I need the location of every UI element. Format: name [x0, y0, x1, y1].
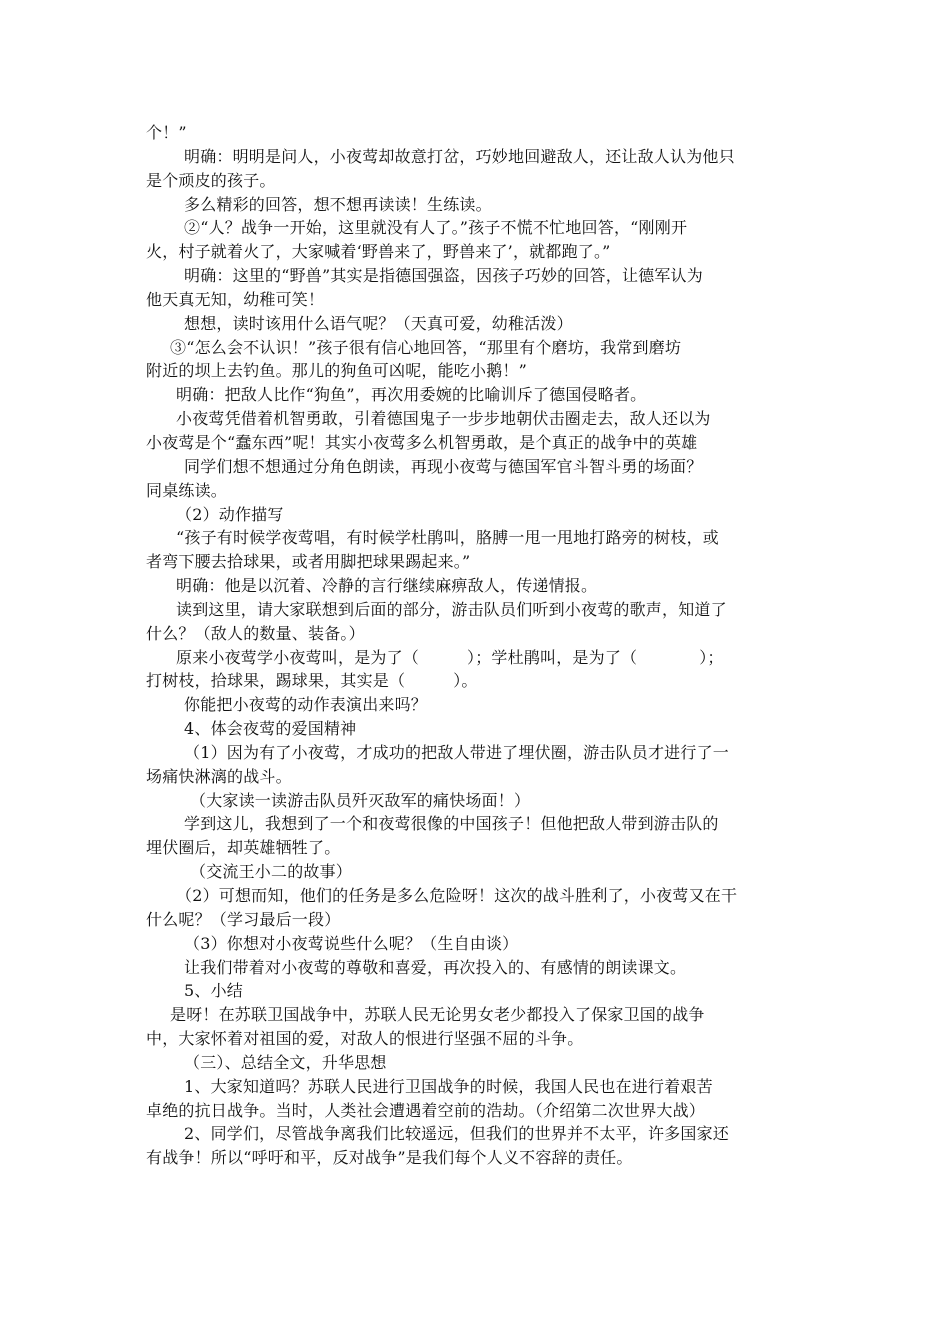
text-line: 明确：他是以沉着、冷静的言行继续麻痹敌人，传递情报。	[176, 576, 598, 596]
text-line: 者弯下腰去拾球果，或者用脚把球果踢起来。”	[146, 552, 471, 572]
section-heading: （三）、总结全文，升华思想	[184, 1052, 387, 1072]
text-line: ②“人？战争一开始，这里就没有人了。”孩子不慌不忙地回答，“刚刚开	[184, 218, 688, 238]
text-line: （3）你想对小夜莺说些什么呢？（生自由谈）	[184, 933, 519, 953]
text-line: 让我们带着对小夜莺的尊敬和喜爱，再次投入的、有感情的朗读课文。	[184, 957, 687, 977]
document-body	[146, 121, 808, 1170]
text-line: 多么精彩的回答，想不想再读读！生练读。	[184, 194, 492, 214]
text-line: 是个顽皮的孩子。	[146, 170, 276, 190]
section-heading: 4、体会夜莺的爱国精神	[184, 719, 357, 739]
text-line: 想想，读时该用什么语气呢？（天真可爱，幼稚活泼）	[184, 313, 573, 333]
text-line: 附近的坝上去钓鱼。那儿的狗鱼可凶呢，能吃小鹅！”	[146, 361, 527, 381]
text-segment: ）。	[453, 671, 478, 691]
text-line: 是呀！在苏联卫国战争中，苏联人民无论男女老少都投入了保家卫国的战争	[170, 1005, 705, 1025]
text-line: ③“怎么会不认识！”孩子很有信心地回答，“那里有个磨坊，我常到磨坊	[170, 337, 682, 357]
text-line: （大家读一读游击队员歼灭敌军的痛快场面！）	[190, 790, 531, 810]
text-line: 明确：这里的“野兽”其实是指德国强盗，因孩子巧妙的回答，让德军认为	[184, 266, 703, 286]
text-line: （2）动作描写	[176, 504, 284, 524]
text-line: （交流王小二的故事）	[190, 862, 353, 882]
text-line: 个！”	[146, 123, 187, 142]
text-line: 明确：把敌人比作“狗鱼”，再次用委婉的比喻训斥了德国侵略者。	[176, 385, 647, 405]
text-line: 火，村子就着火了，大家喊着‘野兽来了，野兽来了’，就都跑了。”	[146, 242, 611, 262]
text-segment: ）；	[699, 647, 724, 667]
text-segment: 打树枝，拾球果，踢球果，其实是（	[146, 671, 406, 691]
text-line: 明确：明明是问人，小夜莺却故意打岔，巧妙地回避敌人，还让敌人认为他只	[184, 146, 735, 166]
text-line: 有战争！所以“呼吁和平，反对战争”是我们每个人义不容辞的责任。	[146, 1148, 633, 1168]
text-segment: 原来小夜莺学小夜莺叫，是为了（	[176, 647, 420, 667]
text-segment: ）；学杜鹃叫，是为了（	[467, 647, 638, 667]
text-line: 什么？（敌人的数量、装备。）	[146, 623, 365, 643]
text-line: 场痛快淋漓的战斗。	[146, 766, 292, 786]
text-line: 学到这儿，我想到了一个和夜莺很像的中国孩子！但他把敌人带到游击队的	[184, 814, 719, 834]
text-line: 同学们想不想通过分角色朗读，再现小夜莺与德国军官斗智斗勇的场面？	[184, 456, 703, 476]
text-line: 中，大家怀着对祖国的爱，对敌人的恨进行坚强不屈的斗争。	[146, 1029, 584, 1049]
text-line: 你能把小夜莺的动作表演出来吗？	[184, 695, 428, 715]
text-line: 1、大家知道吗？苏联人民进行卫国战争的时候，我国人民也在进行着艰苦	[184, 1076, 713, 1096]
text-line: 同桌练读。	[146, 480, 228, 500]
text-line: 什么呢？（学习最后一段）	[146, 909, 341, 929]
text-line: 读到这里，请大家联想到后面的部分，游击队员们听到小夜莺的歌声，知道了	[176, 599, 727, 619]
text-line: 2、同学们，尽管战争离我们比较遥远，但我们的世界并不太平，许多国家还	[184, 1124, 729, 1144]
section-heading: 5、小结	[184, 981, 243, 1001]
text-line: “孩子有时候学夜莺唱，有时候学杜鹃叫，胳膊一甩一甩地打路旁的树枝，或	[176, 528, 719, 548]
text-line: 小夜莺是个“蠢东西”呢！其实小夜莺多么机智勇敢，是个真正的战争中的英雄	[146, 432, 698, 452]
text-line: 小夜莺凭借着机智勇敢，引着德国鬼子一步步地朝伏击圈走去，敌人还以为	[176, 409, 711, 429]
text-line: （1）因为有了小夜莺，才成功的把敌人带进了埋伏圈，游击队员才进行了一	[184, 742, 729, 762]
text-line: 他天真无知，幼稚可笑！	[146, 289, 325, 309]
text-line: 埋伏圈后，却英雄牺牲了。	[146, 838, 341, 858]
text-line: 卓绝的抗日战争。当时，人类社会遭遇着空前的浩劫。（介绍第二次世界大战）	[146, 1100, 706, 1120]
fill-in-line	[146, 669, 808, 693]
fill-in-line	[146, 646, 808, 670]
text-line: （2）可想而知，他们的任务是多么危险呀！这次的战斗胜利了，小夜莺又在干	[176, 886, 738, 905]
